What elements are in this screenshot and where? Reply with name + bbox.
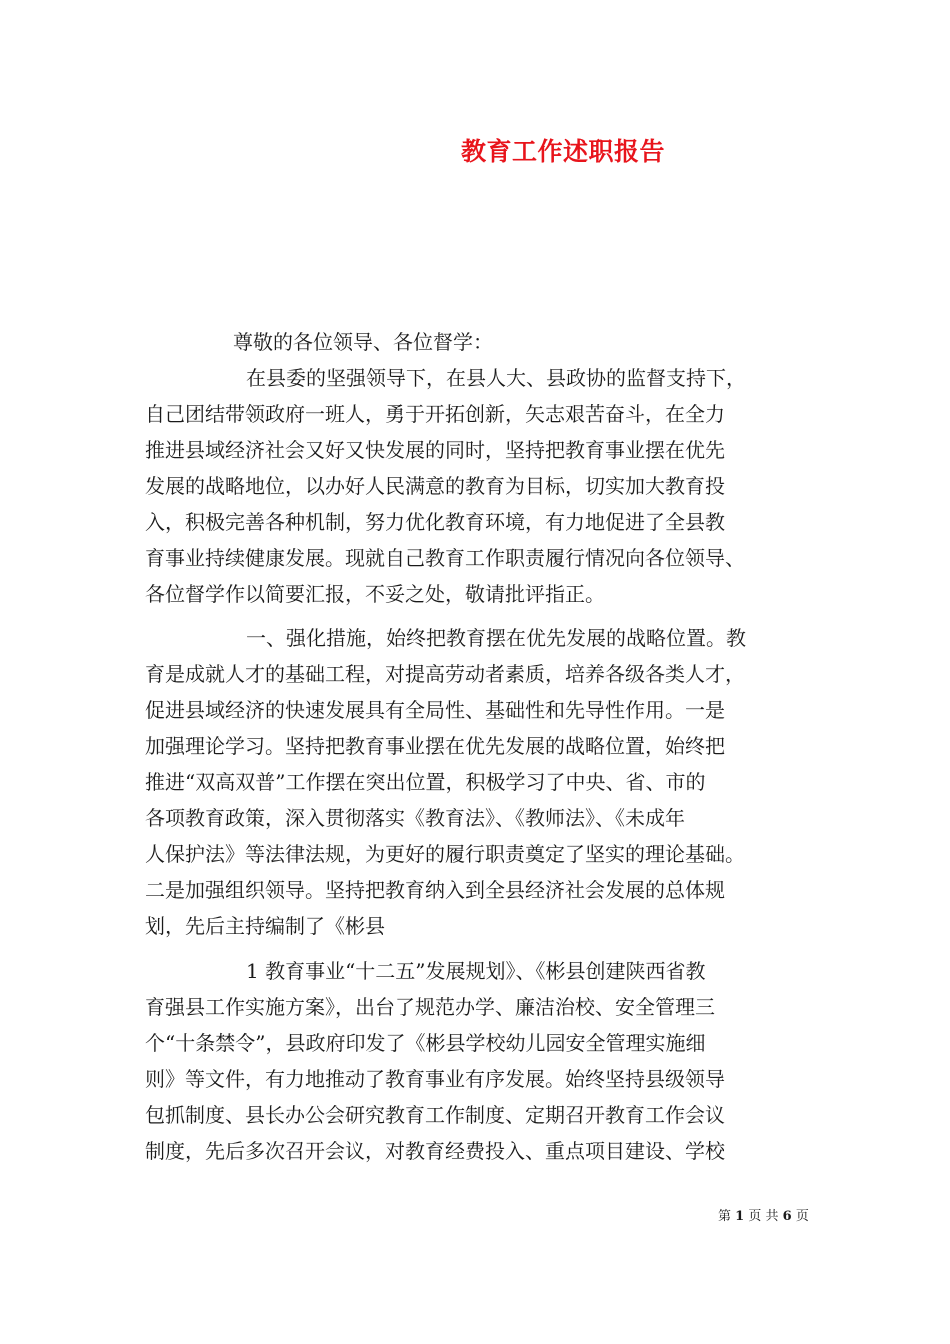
body-line: 二是加强组织领导。坚持把教育纳入到全县经济社会发展的总体规 [145,878,725,902]
body-line: 发展的战略地位，以办好人民满意的教育为目标，切实加大教育投 [145,474,725,498]
footer-suffix: 页 [795,1209,809,1224]
body-line: 个“十条禁令”，县政府印发了《彬县学校幼儿园安全管理实施细 [145,1031,706,1055]
body-line: 促进县域经济的快速发展具有全局性、基础性和先导性作用。一是 [145,698,725,722]
body-line: 一、强化措施，始终把教育摆在优先发展的战略位置。教 [246,626,746,650]
body-line: 各位督学作以简要汇报，不妥之处，敬请批评指正。 [145,582,605,606]
body-line: 划，先后主持编制了《彬县 [145,914,385,938]
body-line: 1 教育事业“十二五”发展规划》、《彬县创建陕西省教 [246,959,706,983]
body-line: 加强理论学习。坚持把教育事业摆在优先发展的战略位置，始终把 [145,734,725,758]
body-line: 各项教育政策，深入贯彻落实《教育法》、《教师法》、《未成年 [145,806,685,830]
body-line: 人保护法》等法律法规，为更好的履行职责奠定了坚实的理论基础。 [145,842,745,866]
page-footer [718,1205,809,1224]
total-page-count: 6 [782,1209,792,1224]
body-line: 育事业持续健康发展。现就自己教育工作职责履行情况向各位领导、 [145,546,745,570]
body-line: 入，积极完善各种机制，努力优化教育环境，有力地促进了全县教 [145,510,725,534]
footer-prefix: 第 [718,1209,732,1224]
body-line: 则》等文件，有力地推动了教育事业有序发展。始终坚持县级领导 [145,1067,725,1091]
body-line: 尊敬的各位领导、各位督学： [233,330,493,354]
body-line: 自己团结带领政府一班人，勇于开拓创新，矢志艰苦奋斗，在全力 [145,402,725,426]
document-title: 教育工作述职报告 [460,137,665,166]
body-line: 包抓制度、县长办公会研究教育工作制度、定期召开教育工作会议 [145,1103,725,1127]
body-line: 推进县域经济社会又好又快发展的同时，坚持把教育事业摆在优先 [145,438,725,462]
body-line: 推进“双高双普”工作摆在突出位置，积极学习了中央、省、市的 [145,770,706,794]
current-page-number: 1 [735,1209,745,1224]
footer-middle: 页 共 [748,1209,779,1224]
body-line: 制度，先后多次召开会议，对教育经费投入、重点项目建设、学校 [145,1139,725,1163]
body-line: 在县委的坚强领导下，在县人大、县政协的监督支持下， [246,366,746,390]
body-line: 育是成就人才的基础工程，对提高劳动者素质，培养各级各类人才， [145,662,745,686]
body-line: 育强县工作实施方案》，出台了规范办学、廉洁治校、安全管理三 [145,995,715,1019]
